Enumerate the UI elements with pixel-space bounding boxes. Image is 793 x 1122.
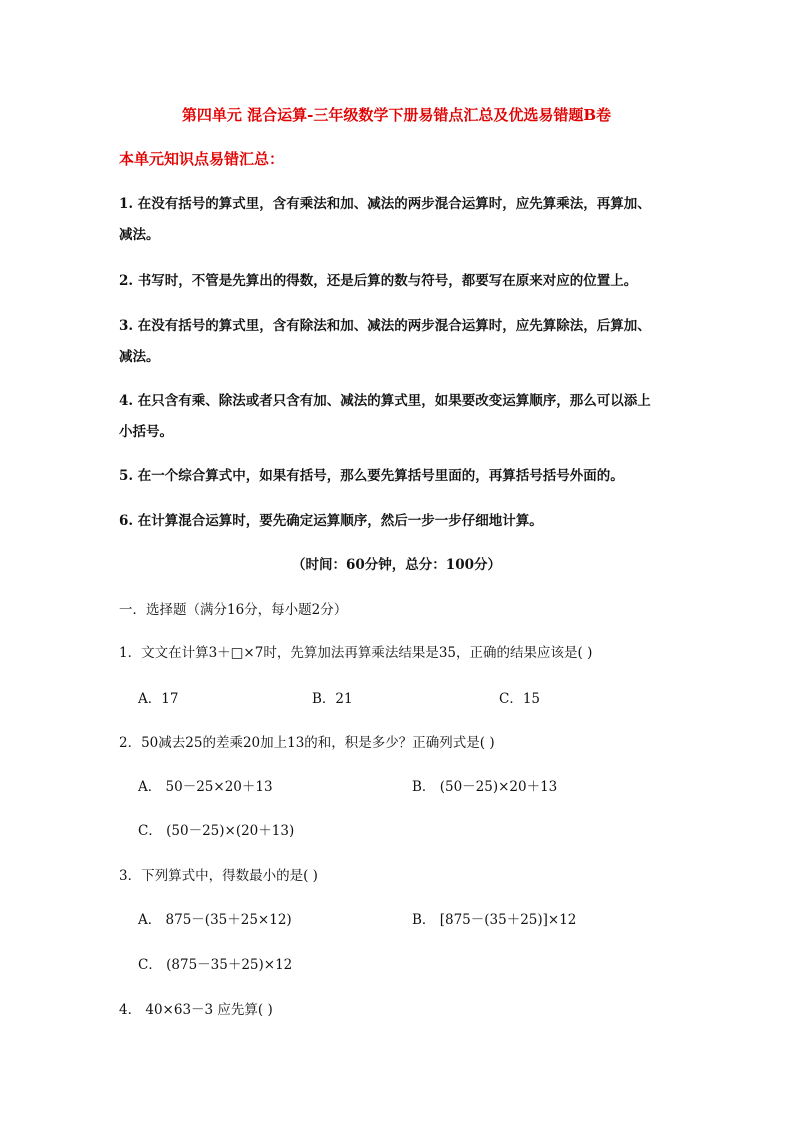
point-6: 6. 在计算混合运算时，要先确定运算顺序，然后一步一步仔细地计算。 xyxy=(119,513,543,529)
point-3-line-1: 3. 在没有括号的算式里，含有除法和加、减法的两步混合运算时，应先算除法，后算加、 xyxy=(119,318,651,334)
question-2-stem: 2．50减去25的差乘20加上13的和，积是多少？正确列式是( ) xyxy=(119,735,495,751)
point-1-line-2: 减法。 xyxy=(119,227,160,243)
section-heading: 一．选择题（满分16分，每小题2分） xyxy=(119,602,348,618)
point-4-line-1: 4. 在只含有乘、除法或者只含有加、减法的算式里，如果要改变运算顺序，那么可以添上 xyxy=(119,393,651,409)
question-2-option-c: C． (50－25)×(20＋13) xyxy=(138,823,295,839)
question-3-stem: 3．下列算式中，得数最小的是( ) xyxy=(119,868,318,884)
point-4-line-2: 小括号。 xyxy=(119,424,173,440)
question-1-option-b: B．21 xyxy=(312,691,353,707)
question-3-option-b: B． [875－(35＋25)]×12 xyxy=(412,912,577,928)
question-2-option-b: B． (50－25)×20＋13 xyxy=(412,779,558,795)
point-5: 5. 在一个综合算式中，如果有括号，那么要先算括号里面的，再算括号括号外面的。 xyxy=(119,468,624,484)
question-1-stem: 1．文文在计算3＋□×7时，先算加法再算乘法结果是35，正确的结果应该是( ) xyxy=(119,645,593,661)
point-2: 2. 书写时，不管是先算出的得数，还是后算的数与符号，都要写在原来对应的位置上。 xyxy=(119,273,638,289)
summary-heading: 本单元知识点易错汇总： xyxy=(119,150,285,168)
question-3-option-c: C． (875－35＋25)×12 xyxy=(138,957,293,973)
question-1-option-c: C．15 xyxy=(499,691,541,707)
point-1-line-1: 1. 在没有括号的算式里，含有乘法和加、减法的两步混合运算时，应先算乘法，再算加、 xyxy=(119,196,651,212)
question-2-option-a: A． 50－25×20＋13 xyxy=(138,779,273,795)
page-title: 第四单元 混合运算-三年级数学下册易错点汇总及优选易错题B卷 xyxy=(181,106,612,124)
question-3-option-a: A． 875－(35＋25×12) xyxy=(138,912,292,928)
time-info: （时间：60分钟，总分：100分） xyxy=(292,557,501,573)
point-3-line-2: 减法。 xyxy=(119,349,160,365)
question-1-option-a: A．17 xyxy=(138,691,179,707)
question-4-stem: 4． 40×63－3 应先算( ) xyxy=(119,1002,273,1018)
